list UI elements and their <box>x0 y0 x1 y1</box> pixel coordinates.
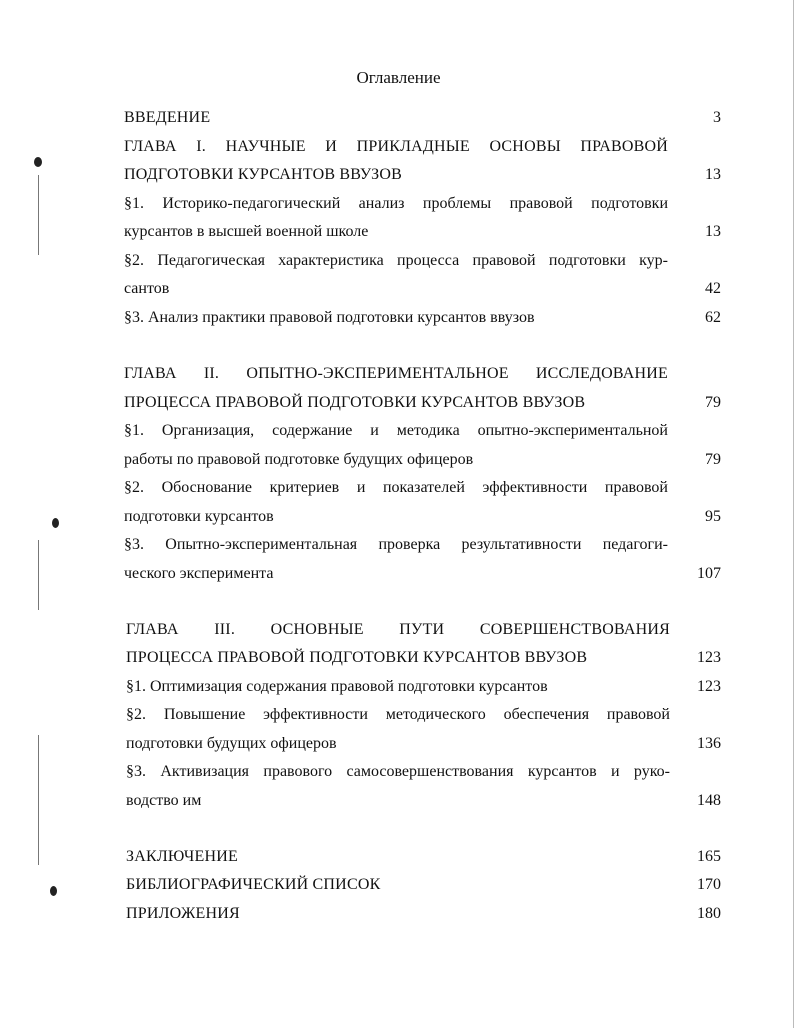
toc-chapter1-page: 13 <box>705 166 721 183</box>
toc-ch3-sec3-line2: водство им <box>126 792 202 809</box>
toc-ch1-sec1-line2: курсантов в высшей военной школе <box>124 223 369 240</box>
scan-right-edge <box>793 0 794 1028</box>
toc-ch2-sec1-page: 79 <box>705 451 721 468</box>
scan-margin-line <box>38 735 39 865</box>
toc-ch1-sec1-line1: §1. Историко-педагогический анализ проблемы правовой подготовки <box>124 195 668 212</box>
toc-ch3-sec2-line1: §2. Повышение эффективности методического обеспечения правовой <box>126 706 670 723</box>
toc-ch2-sec3-line2: ческого эксперимента <box>124 565 274 582</box>
toc-ch3-sec1-line1: §1. Оптимизация содержания правовой подготовки курсантов <box>126 678 548 695</box>
toc-ch3-sec1-page: 123 <box>697 678 721 695</box>
scan-dot <box>34 157 42 167</box>
toc-ch1-sec2-line2: сантов <box>124 280 170 297</box>
scan-margin-line <box>38 175 39 255</box>
toc-appendices-label: ПРИЛОЖЕНИЯ <box>126 905 240 922</box>
toc-ch2-sec3-line1: §3. Опытно-экспериментальная проверка результативности педагоги- <box>124 536 668 553</box>
toc-ch3-sec2-page: 136 <box>697 735 721 752</box>
toc-ch1-sec2-page: 42 <box>705 280 721 297</box>
toc-ch1-sec3-line1: §3. Анализ практики правовой подготовки курсантов ввузов <box>124 309 535 326</box>
toc-chapter2-page: 79 <box>705 394 721 411</box>
toc-conclusion-label: ЗАКЛЮЧЕНИЕ <box>126 848 238 865</box>
toc-conclusion-page: 165 <box>697 848 721 865</box>
toc-ch1-sec1-page: 13 <box>705 223 721 240</box>
toc-bibliography-page: 170 <box>697 876 721 893</box>
toc-intro-label: ВВЕДЕНИЕ <box>124 109 211 126</box>
toc-ch2-sec2-line1: §2. Обоснование критериев и показателей эффективности правовой <box>124 479 668 496</box>
toc-chapter1-title-line2: ПОДГОТОВКИ КУРСАНТОВ ВВУЗОВ <box>124 166 403 183</box>
toc-chapter3-title-line1: ГЛАВА III. ОСНОВНЫЕ ПУТИ СОВЕРШЕНСТВОВАНИЯ <box>126 621 670 638</box>
toc-chapter1-title-line1: ГЛАВА I. НАУЧНЫЕ И ПРИКЛАДНЫЕ ОСНОВЫ ПРАВОВОЙ <box>124 138 668 155</box>
toc-ch1-sec3-page: 62 <box>705 309 721 326</box>
toc-chapter3-page: 123 <box>697 649 721 666</box>
toc-ch2-sec3-page: 107 <box>697 565 721 582</box>
toc-chapter2-title-line2: ПРОЦЕССА ПРАВОВОЙ ПОДГОТОВКИ КУРСАНТОВ ВВУЗОВ <box>124 394 586 411</box>
toc-ch2-sec2-line2: подготовки курсантов <box>124 508 274 525</box>
toc-chapter2-title-line1: ГЛАВА II. ОПЫТНО-ЭКСПЕРИМЕНТАЛЬНОЕ ИССЛЕДОВАНИЕ <box>124 365 668 382</box>
scan-dot <box>50 886 57 896</box>
toc-appendices-page: 180 <box>697 905 721 922</box>
toc-ch1-sec2-line1: §2. Педагогическая характеристика процесса правовой подготовки кур- <box>124 252 668 269</box>
toc-ch3-sec3-line1: §3. Активизация правового самосовершенствования курсантов и руко- <box>126 763 670 780</box>
toc-ch2-sec1-line2: работы по правовой подготовке будущих офицеров <box>124 451 474 468</box>
toc-ch3-sec3-page: 148 <box>697 792 721 809</box>
scan-margin-line <box>38 540 39 610</box>
scan-dot <box>52 518 59 528</box>
toc-ch2-sec2-page: 95 <box>705 508 721 525</box>
page-title: Оглавление <box>356 68 441 87</box>
toc-ch3-sec2-line2: подготовки будущих офицеров <box>126 735 337 752</box>
toc-chapter3-title-line2: ПРОЦЕССА ПРАВОВОЙ ПОДГОТОВКИ КУРСАНТОВ ВВУЗОВ <box>126 649 588 666</box>
toc-ch2-sec1-line1: §1. Организация, содержание и методика опытно-экспериментальной <box>124 422 668 439</box>
toc-intro-page: 3 <box>713 109 721 126</box>
toc-bibliography-label: БИБЛИОГРАФИЧЕСКИЙ СПИСОК <box>126 876 381 893</box>
